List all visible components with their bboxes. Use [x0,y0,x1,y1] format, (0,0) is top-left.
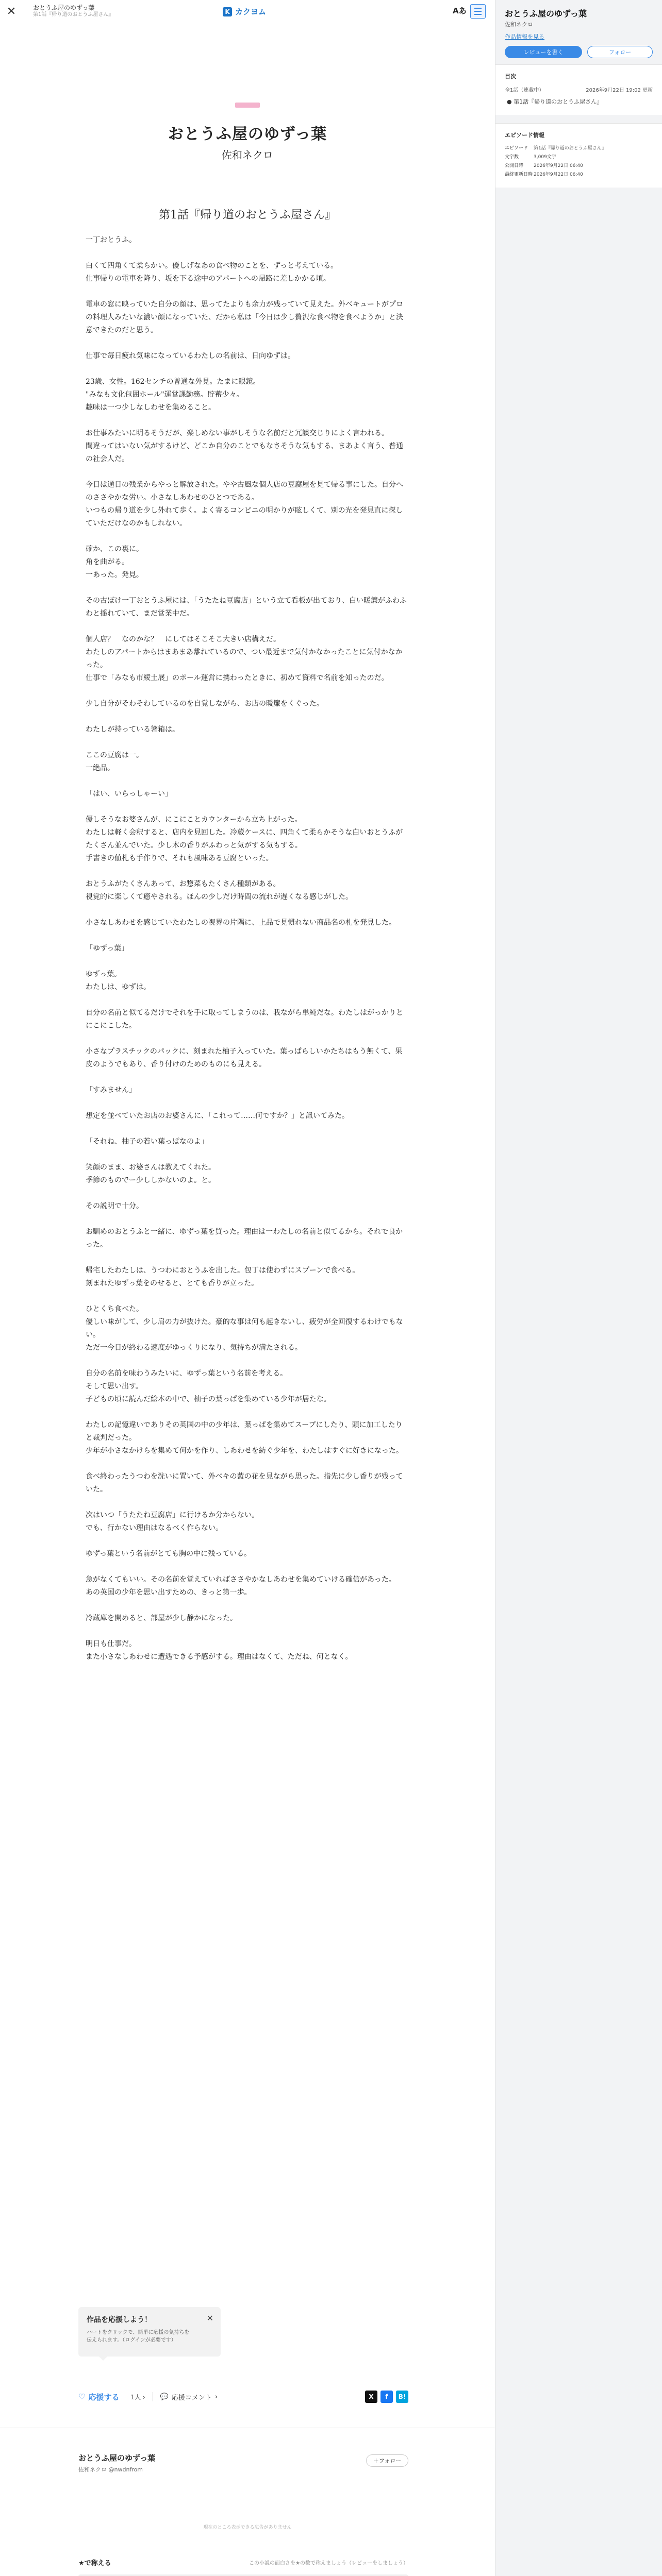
body-paragraph: 想定を並べていたお店のお婆さんに、「これって……何ですか？」と訊いてみた。 [86,1112,349,1120]
body-paragraph [86,620,409,633]
body-paragraph [86,1187,409,1200]
logo-text: カクヨム [235,7,267,16]
body-paragraph: 今日は通日の残業からやっと解放された。やや古風な個人店の豆腐屋を見て帰る事にした。自分へのささやかな労い。小さなしあわせのひとつである。 [86,481,403,502]
body-paragraph [86,1406,409,1419]
body-paragraph: 「それね、柚子の若い葉っぱなのよ」 [86,1138,208,1146]
table-row [505,143,606,152]
support-popup [78,2307,221,2357]
work-follow-button[interactable] [366,2454,408,2467]
body-paragraph [86,530,409,543]
info-value: 第1話『帰り道のおとうふ屋さん』 [534,146,606,151]
body-paragraph [86,1097,409,1110]
episode-info-label: エピソード情報 [505,132,544,139]
body-paragraph: ゆずっ葉という名前がとても胸の中に残っている。 [86,1550,252,1558]
heart-icon: ♡ [78,2392,86,2401]
body-paragraph: 少し自分がそわそわしているのを自覚しながら、お店の暖簾をくぐった。 [86,700,324,708]
sidebar-buttons [495,46,662,64]
body-paragraph [86,1148,409,1161]
body-paragraph [86,1251,409,1264]
body-paragraph [86,466,409,479]
body-paragraph [86,414,409,427]
body-paragraph: わたしは軽く会釈すると、店内を見回した。冷蔵ケースに、四角くて柔らかそうな白いおとうふがたくさん並んでいた。少し木の香りがふわっと気がする気もする。 [86,828,403,850]
review-button[interactable]: レビューを書く [505,46,582,58]
body-paragraph [86,1354,409,1367]
body-paragraph: 確か、この裏に。 [86,545,143,553]
body-paragraph: "みなも文化包囲ホール"運営課勤務。貯蓄少々。 [86,391,244,399]
body-paragraph: あの英国の少年を思い出すための、きっと第一歩。 [86,1588,252,1597]
body-paragraph: 手書きの値札も手作りで、それも風味ある豆腐といった。 [86,854,273,862]
x-icon[interactable]: X [365,2391,377,2403]
body-paragraph: 一絶品。 [86,764,114,772]
body-paragraph [86,1496,409,1509]
body-paragraph [86,1032,409,1045]
menu-icon[interactable] [470,4,486,19]
body-paragraph [86,801,409,814]
support-popup-desc: ハートをクリックで、簡単に応援の気持ちを伝えられます。（ログインが必要です） [87,2330,190,2343]
toc-item[interactable]: ● 第1話『帰り道のおとうふ屋さん』 [507,98,603,105]
body-paragraph: 一丁おとうふ。 [86,236,137,244]
work-heading [0,23,495,162]
body-paragraph: その説明で十分。 [86,1202,143,1210]
body-paragraph: 子どもの頃に読んだ絵本の中で、柚子の葉っぱを集めている少年が居たな。 [86,1395,331,1403]
body-paragraph: ゆずっ葉。 [86,970,122,978]
sidebar [495,0,662,2576]
body-paragraph: 間違ってはいない気がするけど、どこか自分のことでもなさそうな気もする、まあよく言う、普通の社会人だ。 [86,442,403,463]
body-paragraph: いつもの帰り道を少し外れて歩く。よく寄るコンビニの明かりが眩しくて、別の光を発見直に探していただけなのかもしれない。 [86,506,403,528]
body-paragraph [86,1071,409,1084]
sidebar-follow-button[interactable]: フォロー [587,46,653,58]
body-paragraph: 次はいつ「うたたね豆腐店」に行けるか分からない。 [86,1511,259,1519]
body-paragraph: また小さなしあわせに遭遇できる予感がする。理由はなくて、ただね、何となく。 [86,1653,353,1661]
cheer-count-value: 1人 [130,2393,141,2401]
body-paragraph: 季節のものでー少ししかないのよ。と。 [86,1176,216,1184]
cheer-button[interactable] [78,2392,119,2402]
body-paragraph: ひとくち食べた。 [86,1305,143,1313]
work-card-author[interactable]: 佐和ネクロ @nwdnfrom [78,2466,143,2473]
body-paragraph: 23歳、女性。162センチの普通な外見。たまに眼鏡。 [86,378,260,386]
reader-main [0,23,495,222]
work-card [78,2452,408,2473]
info-key: 公開日時 [505,163,524,168]
header-titles [33,4,113,19]
genre-badge [235,103,260,108]
close-icon[interactable]: ✕ [6,5,16,18]
body-paragraph: 一あった。発見。 [86,571,143,579]
body-paragraph: 趣味は一つ少しなしわせを集めること。 [86,403,216,412]
body-paragraph [86,1599,409,1612]
review-label: ★で称える [78,2560,111,2567]
body-paragraph [86,685,409,698]
body-paragraph [86,1535,409,1548]
body-paragraph [86,865,409,878]
work-title[interactable]: おとうふ屋のゆずっ葉 [168,125,327,143]
work-info-link[interactable]: 作品情報を見る [505,33,544,40]
logo-icon: K [223,7,232,16]
episode-body [86,234,409,1664]
body-paragraph: 小さなしあわせを感じていたわたしの視界の片隅に、上品で見慣れない商品名の札を発見した。 [86,919,396,927]
toc-count: 全1話（連載中） [505,88,544,93]
body-paragraph: 自分の名前と似てるだけでそれを手に取ってしまうのは、我ながら単純だな。わたしはがっかりとにこにこした。 [86,1009,403,1030]
episode-info-table [505,143,606,178]
review-header [78,2557,408,2567]
table-row [505,161,606,170]
table-row [505,152,606,161]
info-key: 最終更新日時 [505,172,533,177]
body-paragraph: 仕事帰りの電車を降り、坂を下る途中のアパートへの帰路に差しかかる頃。 [86,275,330,283]
body-paragraph [86,1213,409,1226]
body-paragraph: 優しそうなお婆さんが、にこにことカウンターから立ち上がった。 [86,816,302,824]
body-paragraph: 電車の窓に映っていた自分の顔は、思ってたよりも余力が残っていて見えた。外ベキュートがプロの料理人みたいな濃い顔になっていた、だから私は「今日は少し贅沢な食べ物を食べようか」と決意できたのだと思う。 [86,300,403,334]
review-note: この小説の面白さを★の数で称えましょう（レビューをしましょう） [249,2561,408,2566]
toc-label: 目次 [505,73,516,80]
cheer-count[interactable]: 1人 › [130,2393,145,2401]
body-paragraph [86,775,409,788]
info-key: 文字数 [505,155,519,160]
work-follow-label: フォロー [378,2458,402,2464]
cheer-label: 応援する [88,2392,120,2402]
comment-label: 応援コメント [171,2394,212,2402]
sidebar-work-title[interactable]: おとうふ屋のゆずっ葉 [505,9,587,19]
sidebar-author[interactable]: 佐和ネクロ [505,21,533,28]
sidebar-header [495,0,662,46]
hatena-icon[interactable]: B! [396,2391,408,2403]
speech-bubble-icon: 💬 [160,2393,169,2401]
body-paragraph [86,929,409,942]
body-paragraph [86,363,409,376]
site-logo[interactable] [223,6,266,17]
review-section [78,2557,408,2576]
toc-updated: 2026年9月22日 19:02 更新 [586,88,653,93]
body-paragraph: 個人店？ なのかな？ にしてはそこそこ大きい店構えだ。 [86,635,280,643]
facebook-icon[interactable]: f [380,2391,393,2403]
body-paragraph: でも、行かない理由はなるべく作らない。 [86,1524,223,1532]
body-paragraph: 「ゆずっ葉」 [86,944,129,953]
work-author[interactable]: 佐和ネクロ [222,149,273,161]
top-bar [0,0,495,23]
ad-note: 現在のところ表示できる広告がありません [203,2525,292,2530]
toc-meta [505,86,653,93]
body-paragraph: 角を曲がる。 [86,558,129,566]
body-paragraph: わたしのアパートからはまあまあ離れているので、つい最近まで気付かなかったことに気付かなかった。 [86,648,403,669]
table-of-contents [495,64,662,115]
body-paragraph: 少年が小さなかけらを集めて何かを作り、しあわせを紡ぐ少年を、わたしはすぐに好きになった。 [86,1447,403,1455]
body-paragraph [86,582,409,595]
body-paragraph: 仕事で毎日疲れ気味になっているわたしの名前は、日向ゆずは。 [86,352,295,360]
support-popup-title: 作品を応援しよう！ [87,2316,152,2324]
body-paragraph: 視覚的に楽しくて癒やされる。ほんの少しだけ時間の流れが遅くなる感じがした。 [86,893,353,901]
body-paragraph: 小さなプラスチックのパックに、刻まれた柚子入っていた。葉っぱらしいかたちはもう無くて、果皮のようでもあり、香り付けのためのものにも見える。 [86,1047,403,1069]
body-paragraph: 食べ終わったうつわを洗いに置いて、外ベキの藍の花を見ながら思った。指先に少し香りが残っていた。 [86,1472,403,1494]
toc-item-label: 第1話『帰り道のおとうふ屋さん』 [514,98,603,105]
body-paragraph [86,994,409,1007]
body-paragraph: 「すみません」 [86,1086,136,1094]
body-paragraph: ここの豆腐は一。 [86,751,143,759]
body-paragraph: ただ一今日が終わる速度がゆっくりになり、気持ちが満たされる。 [86,1344,302,1352]
body-paragraph [86,247,409,260]
body-paragraph [86,904,409,917]
body-paragraph: そして思い出す。 [86,1382,143,1391]
body-paragraph [86,736,409,749]
body-paragraph [86,1561,409,1573]
body-paragraph: 自分の名前を味わうみたいに、ゆずっ葉という名前を考える。 [86,1369,288,1378]
info-value: 2026年9月22日 06:40 [534,163,583,168]
info-key: エピソード [505,146,528,151]
info-value: 2026年9月22日 06:40 [534,172,583,177]
info-value: 3,009文字 [534,155,556,160]
body-paragraph: 急がなくてもいい。その名前を覚えていればささやかなしあわせを集めていける確信があった。 [86,1575,396,1584]
body-paragraph: お馴めのおとうふと一緒に、ゆずっ葉を買った。理由は一わたしの名前と似てるから。それで良かった。 [86,1228,403,1249]
table-row [505,170,606,178]
share-buttons [365,2391,408,2403]
body-paragraph [86,337,409,350]
header-work-title[interactable]: おとうふ屋のゆずっ葉 [33,4,95,12]
reaction-row [78,2388,408,2405]
body-paragraph [86,1458,409,1470]
work-card-title[interactable]: おとうふ屋のゆずっ葉 [78,2453,156,2463]
body-paragraph [86,710,409,723]
body-paragraph [86,1290,409,1303]
body-paragraph: 優しい味がして、少し肩の力が抜けた。豪的な事は何も起きないし、疲労が全回復するわけでもない。 [86,1318,403,1339]
episode-title: 第1話『帰り道のおとうふ屋さん』 [159,209,336,222]
body-paragraph: 白くて四角くて柔らかい。優しげなあの食べ物のことを、ずっと考えている。 [86,262,338,270]
comment-button[interactable]: 💬 応援コメント › [160,2393,218,2402]
body-paragraph [86,955,409,968]
font-size-button[interactable]: Aあ [453,6,467,15]
body-paragraph: 明日も仕事だ。 [86,1640,136,1648]
body-paragraph: 冷蔵庫を開めると、部屋が少し静かになった。 [86,1614,237,1622]
body-paragraph: 笑顔のまま、お婆さんは教えてくれた。 [86,1163,216,1172]
body-paragraph: 帰宅したわたしは、うつわにおとうふを出した。包丁は使わずにスプーンで食べる。 [86,1266,360,1275]
body-paragraph: 「はい、いらっしゃーい」 [86,790,172,798]
body-paragraph: 仕事で「みなも市綾土展」のポール運営に携わったときに、初めて資料で名前を知ったのだ。 [86,674,389,682]
body-paragraph: その古ぼけ一丁おとうふ屋には、「うたたね豆腐店」という立て看板が出ており、白い暖簾がふわふわと揺れていて、まだ営業中だ。 [86,597,407,618]
body-paragraph: おとうふがたくさんあって、お惣菜もたくさん種類がある。 [86,880,280,888]
body-paragraph: お仕事みたいに明るそうだが、楽しめない事がしそうな名前だと冗談交じりによく言われる。 [86,429,389,437]
plus-icon: ＋ [373,2458,379,2464]
body-paragraph: わたしは、ゆずは。 [86,983,151,991]
body-paragraph [86,1123,409,1136]
body-paragraph [86,1625,409,1638]
body-paragraph: わたしの記憶違いでありその英国の中の少年は、葉っぱを集めてスープにしたり、頭に加工したりと裁判だった。 [86,1421,403,1442]
body-paragraph: 刻まれたゆずっ葉をのせると、とても香りが立った。 [86,1279,259,1287]
body-paragraph [86,285,409,298]
header-episode-title: 第1話『帰り道のおとうふ屋さん』 [33,12,114,18]
body-paragraph: わたしが持っている箸箱は。 [86,725,179,734]
close-icon[interactable]: ✕ [206,2313,213,2323]
episode-info [495,123,662,188]
